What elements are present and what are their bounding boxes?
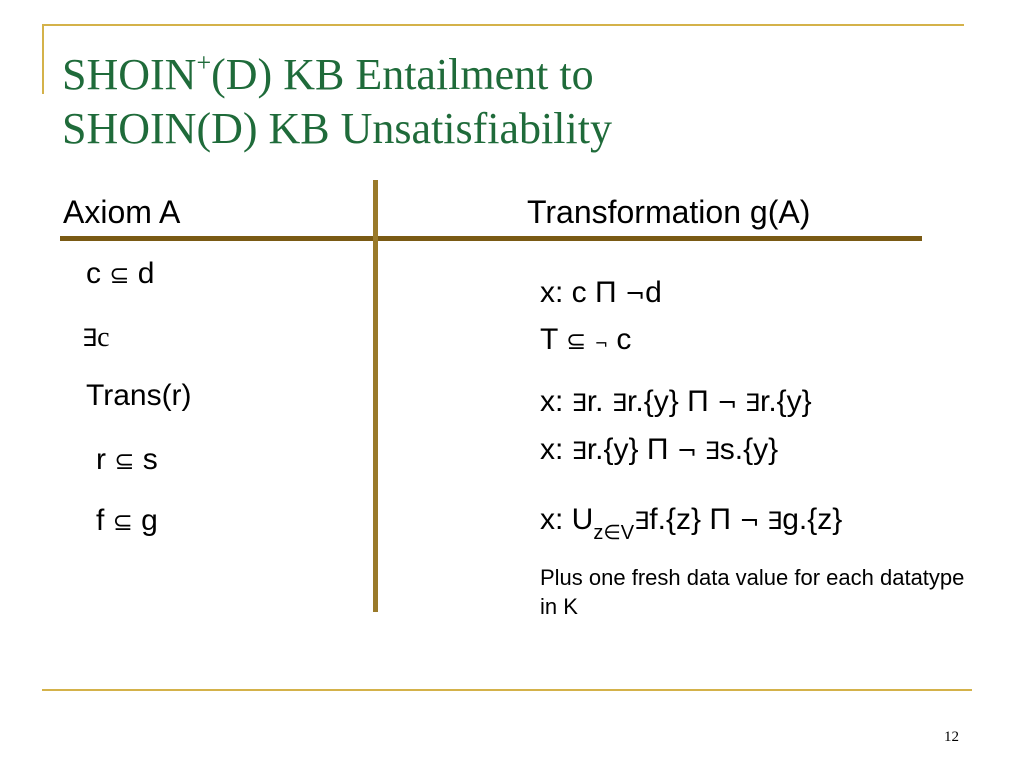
- negation-exists-icon: ¬ ∃: [717, 389, 760, 417]
- exists-icon: ∃: [82, 324, 98, 352]
- datatype-note: Plus one fresh data value for each datatype in K: [540, 565, 965, 619]
- top-border-line: [42, 24, 964, 26]
- subset-icon: ⊆: [566, 327, 587, 355]
- subset-icon: ⊆: [114, 447, 135, 475]
- exists-icon: ∃: [571, 389, 587, 417]
- transformation-exists: T ⊆ ¬ c: [540, 323, 632, 356]
- axiom-subsumption: c ⊆ d: [86, 257, 155, 290]
- transformation-role-inclusion: x: ∃r.{y} Π ¬ ∃s.{y}: [540, 433, 779, 466]
- title-line2: SHOIN(D) KB Unsatisfiability: [62, 104, 612, 153]
- page-number: 12: [944, 729, 959, 745]
- header-divider: [60, 236, 922, 241]
- exists-icon: ∃: [571, 437, 587, 465]
- axiom-feature-inclusion: f ⊆ g: [96, 504, 158, 537]
- negation-icon: ¬: [625, 280, 646, 308]
- exists-icon: ∃: [634, 507, 650, 535]
- negation-exists-icon: ¬ ∃: [739, 507, 783, 535]
- axiom-column-header: Axiom A: [63, 194, 181, 230]
- negation-exists-icon: ¬ ∃: [676, 437, 720, 465]
- transformation-transitivity: x: ∃r. ∃r.{y} Π ¬ ∃r.{y}: [540, 385, 812, 418]
- subset-icon: ⊆: [109, 261, 130, 289]
- subset-icon: ⊆: [112, 508, 133, 536]
- transformation-subsumption: x: c Π ¬d: [540, 276, 662, 309]
- footer-line: [42, 689, 972, 691]
- column-divider: [373, 180, 378, 612]
- axiom-transitivity: Trans(r): [86, 379, 192, 412]
- transformation-column-header: Transformation g(A): [527, 194, 811, 230]
- title-line1: SHOIN+(D) KB Entailment to: [62, 48, 594, 99]
- negation-icon: ¬: [594, 334, 608, 353]
- left-border-line: [42, 24, 44, 94]
- axiom-role-inclusion: r ⊆ s: [96, 443, 158, 476]
- exists-icon: ∃: [611, 389, 628, 417]
- slide-title: [62, 48, 612, 156]
- transformation-feature-inclusion: x: $U_{z\in V}\exists f.\{z\}$ Π ¬ ∃g.{z}: [540, 503, 843, 544]
- axiom-exists: ∃c: [82, 322, 110, 353]
